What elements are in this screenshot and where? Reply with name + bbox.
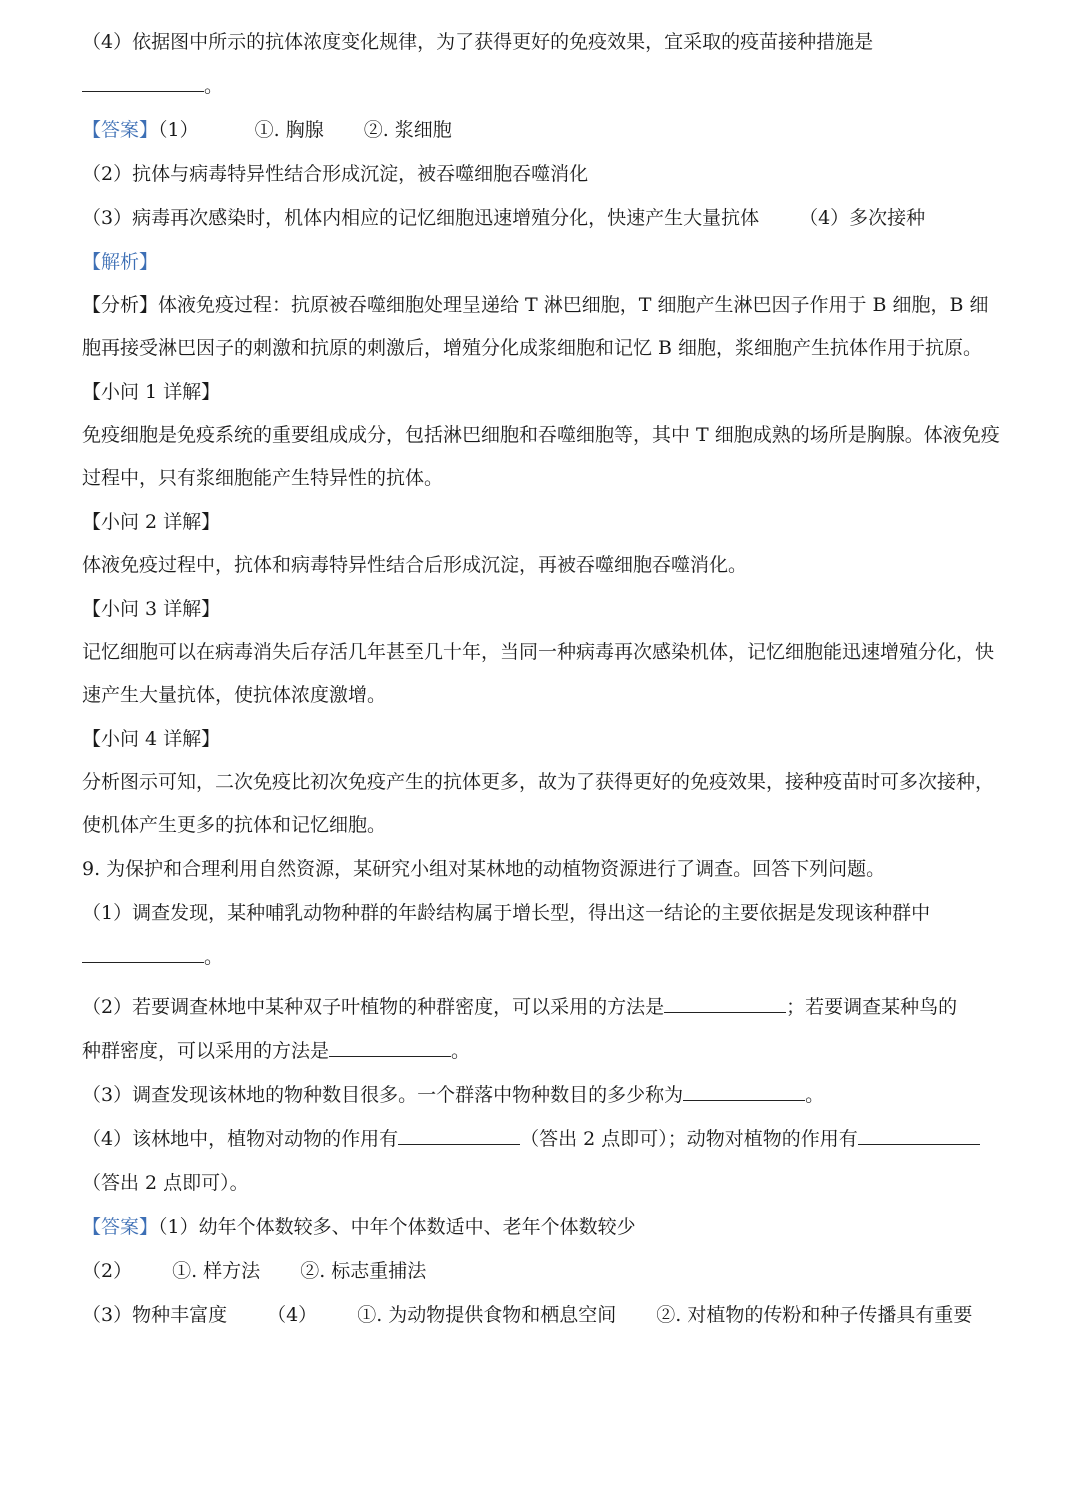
answer-blank <box>82 73 204 92</box>
q9-answer-line-3: （3）物种丰富度 （4） ①. 为动物提供食物和栖息空间 ②. 对植物的传粉和种子传播具有重要 <box>82 1304 973 1326</box>
q9-answer-line-2: （2） ①. 样方法 ②. 标志重捕法 <box>82 1260 427 1282</box>
sub4-heading: 【小问 4 详解】 <box>82 728 221 750</box>
answer-blank <box>329 1038 451 1057</box>
fenxi-paragraph: 【分析】体液免疫过程：抗原被吞噬细胞处理呈递给 T 淋巴细胞，T 细胞产生淋巴因子作用于 B 细胞，B 细胞再接受淋巴因子的刺激和抗原的刺激后，增殖分化成浆细胞和记忆 B 细胞，浆细胞产生抗体作用于抗原。 <box>82 294 989 359</box>
sub3-heading: 【小问 3 详解】 <box>82 598 221 620</box>
q9-part2-line-2: 种群密度，可以采用的方法是 。 <box>82 1040 471 1062</box>
sub2-paragraph: 体液免疫过程中，抗体和病毒特异性结合后形成沉淀，再被吞噬细胞吞噬消化。 <box>82 554 748 576</box>
q9-part4-line-2: （答出 2 点即可）。 <box>82 1172 249 1194</box>
q8-answer-line-1: 【答案】（1） ①. 胸腺 ②. 浆细胞 <box>82 119 452 141</box>
sub1-paragraph: 免疫细胞是免疫系统的重要组成成分，包括淋巴细胞和吞噬细胞等，其中 T 细胞成熟的场所是胸腺。体液免疫过程中，只有浆细胞能产生特异性的抗体。 <box>82 424 1000 489</box>
q9-part4-line-1: （4）该林地中，植物对动物的作用有 （答出 2 点即可）；动物对植物的作用有 <box>82 1117 1002 1161</box>
q9-answer-line-1: 【答案】（1）幼年个体数较多、中年个体数适中、老年个体数较少 <box>82 1216 636 1238</box>
q8-part4-question: （4）依据图中所示的抗体浓度变化规律，为了获得更好的免疫效果，宜采取的疫苗接种措施是 <box>82 31 874 53</box>
q8-part4-blank-line: 。 <box>82 64 1002 108</box>
q9-stem: 9. 为保护和合理利用自然资源，某研究小组对某林地的动植物资源进行了调查。回答下列问题。 <box>82 858 886 880</box>
answer-blank <box>664 994 786 1013</box>
q9-part1-question: （1）调查发现，某种哺乳动物种群的年龄结构属于增长型，得出这一结论的主要依据是发现该种群中 <box>82 902 931 924</box>
q9-part1-blank-line: 。 <box>82 935 1002 979</box>
sub3-paragraph: 记忆细胞可以在病毒消失后存活几年甚至几十年，当同一种病毒再次感染机体，记忆细胞能迅速增殖分化，快速产生大量抗体，使抗体浓度激增。 <box>82 641 995 706</box>
document-page <box>82 20 1002 1337</box>
q9-part3-question: （3）调查发现该林地的物种数目很多。一个群落中物种数目的多少称为 。 <box>82 1084 825 1106</box>
answer-blank <box>683 1082 805 1101</box>
q8-answer-line-3: （3）病毒再次感染时，机体内相应的记忆细胞迅速增殖分化，快速产生大量抗体 （4）多次接种 <box>82 207 926 229</box>
answer-label: 【答案】 <box>82 119 159 141</box>
q9-part2-line-1: （2）若要调查林地中某种双子叶植物的种群密度，可以采用的方法是 ；若要调查某种鸟的 <box>82 996 958 1018</box>
answer-blank <box>398 1126 520 1145</box>
answer-blank <box>858 1126 980 1145</box>
sub2-heading: 【小问 2 详解】 <box>82 511 221 533</box>
q8-answer-line-2: （2）抗体与病毒特异性结合形成沉淀，被吞噬细胞吞噬消化 <box>82 163 589 185</box>
analysis-heading: 【解析】 <box>82 251 159 273</box>
sub1-heading: 【小问 1 详解】 <box>82 381 221 403</box>
answer-blank <box>82 944 204 963</box>
answer-label: 【答案】 <box>82 1216 159 1238</box>
sub4-paragraph: 分析图示可知，二次免疫比初次免疫产生的抗体更多，故为了获得更好的免疫效果，接种疫苗时可多次接种，使机体产生更多的抗体和记忆细胞。 <box>82 771 995 836</box>
